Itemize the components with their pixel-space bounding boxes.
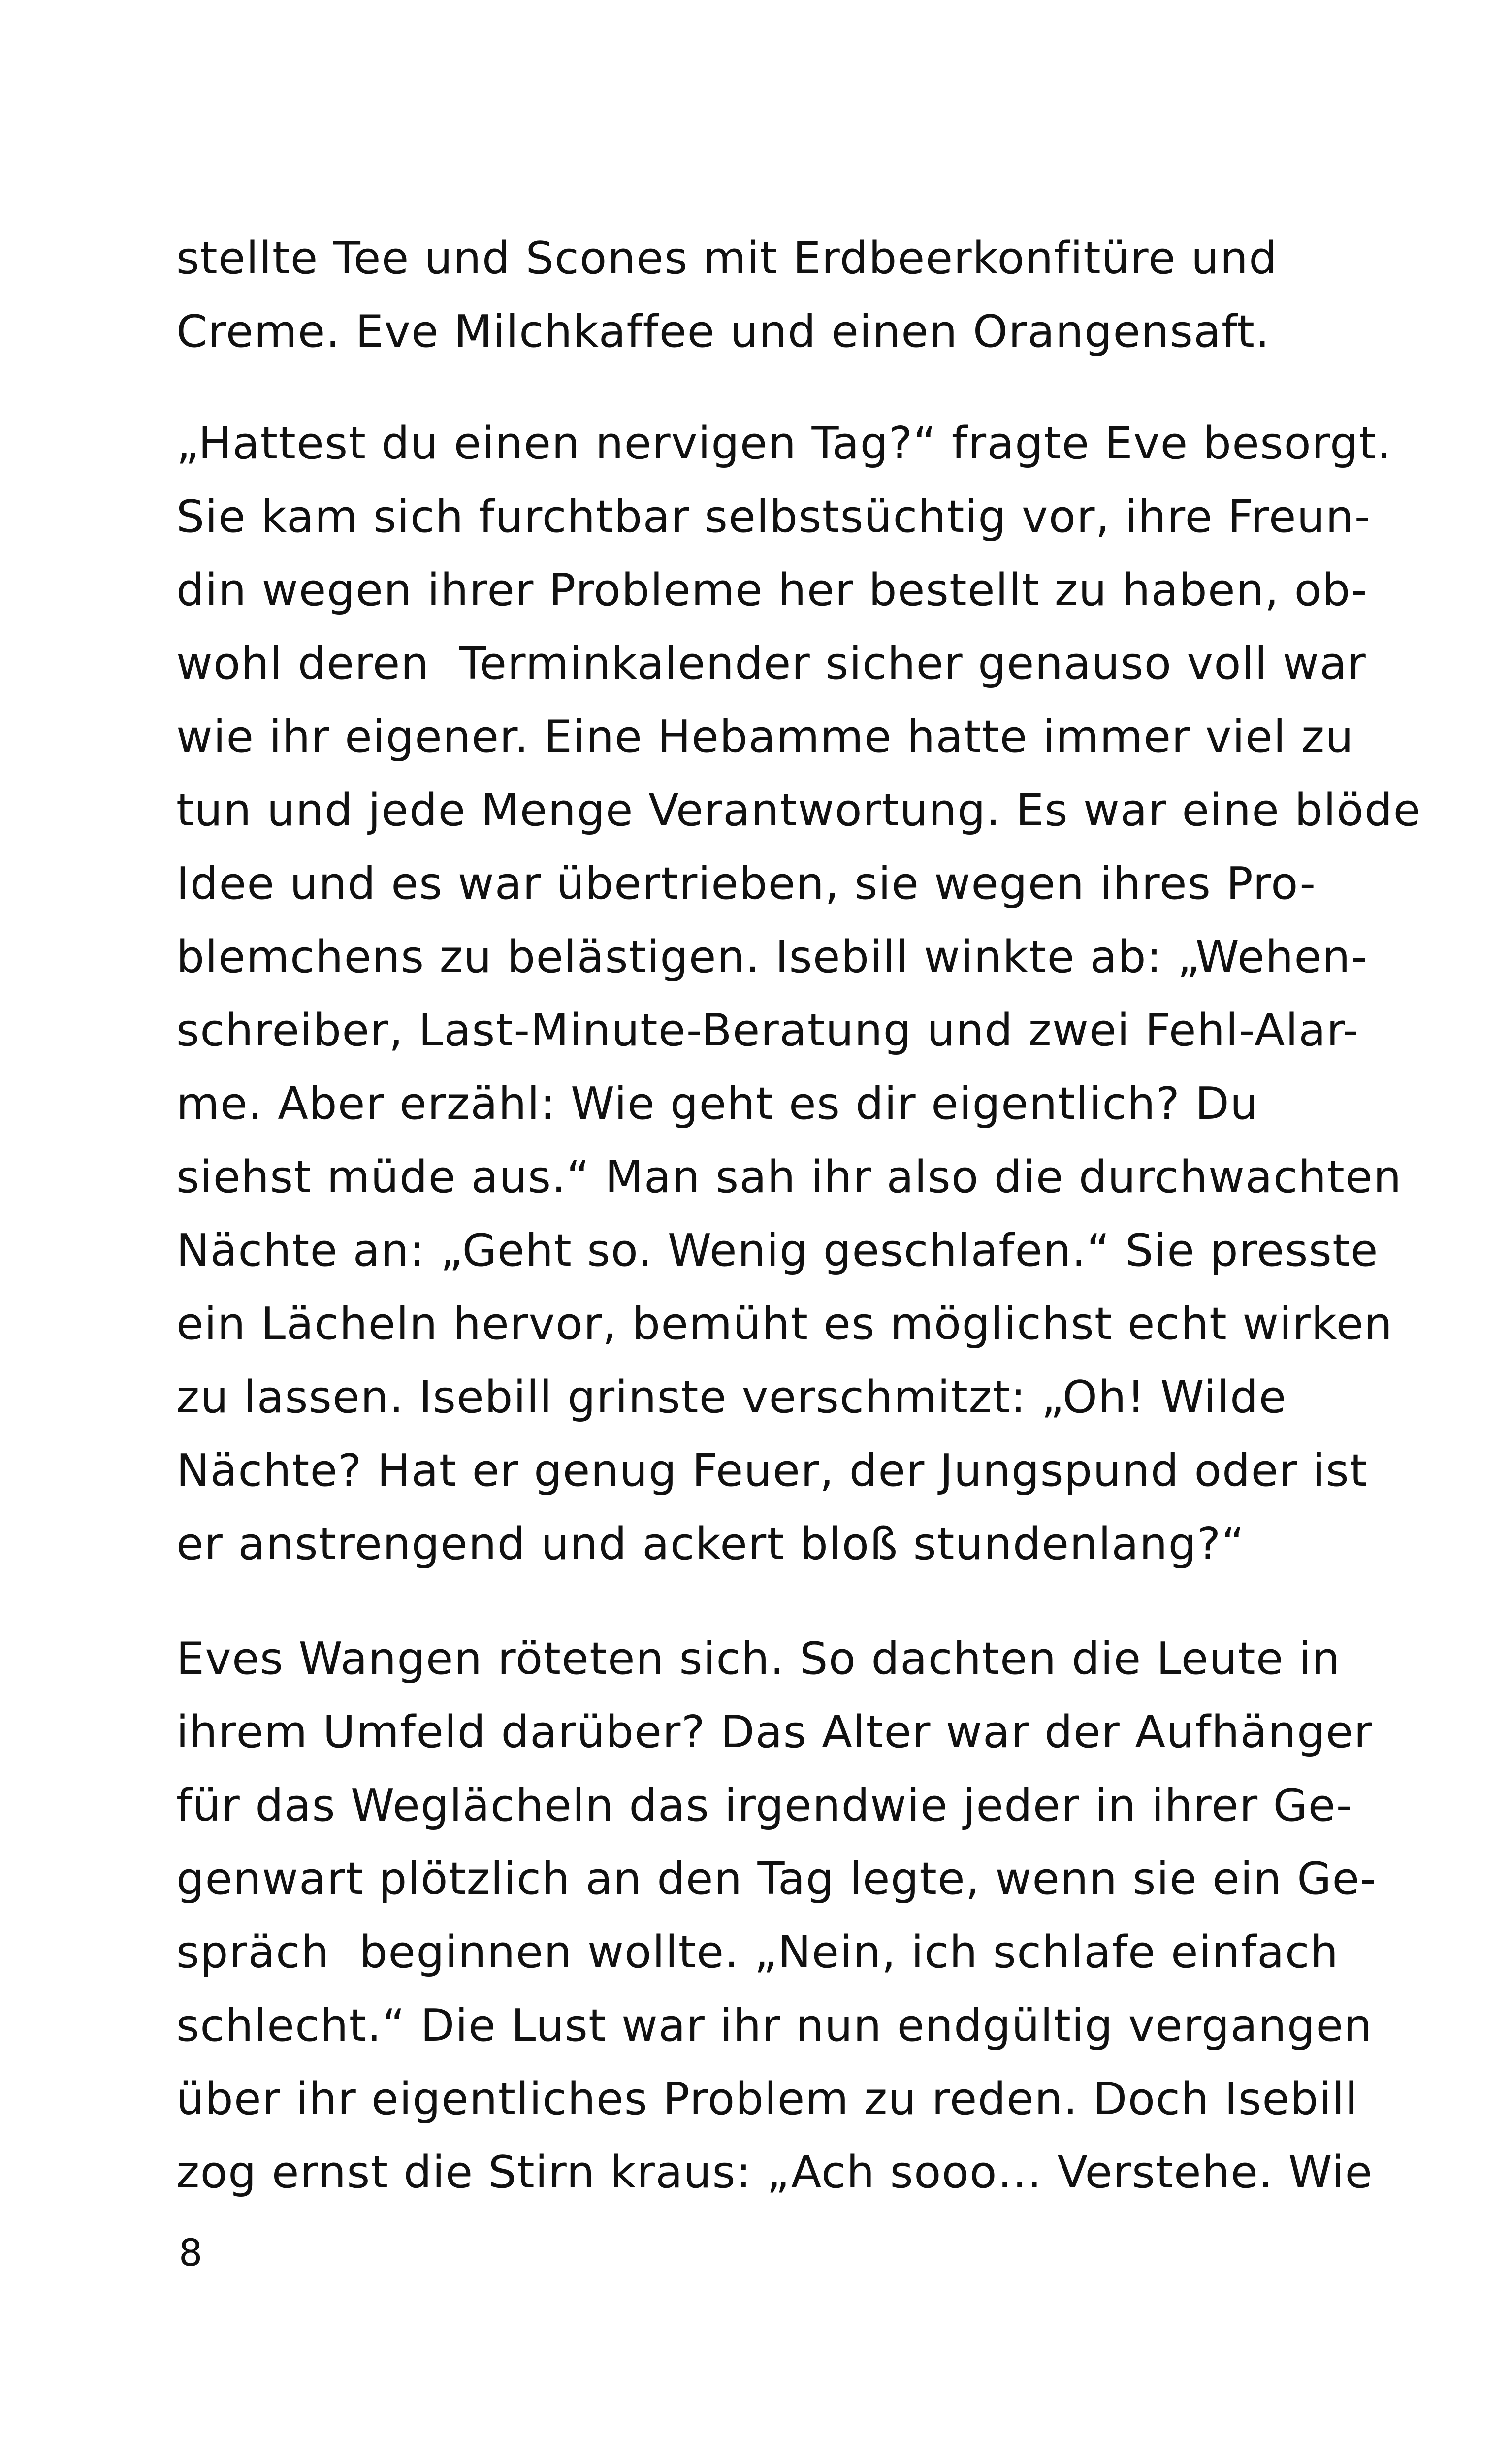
text-line: Nächte? Hat er genug Feuer, der Jungspund oder ist — [176, 1445, 1368, 1497]
text-line: ein Lächeln hervor, bemüht es möglichst echt wirken — [176, 1298, 1393, 1350]
text-line: für das Weglächeln das irgendwie jeder in ihrer Ge- — [176, 1780, 1353, 1831]
text-line: Sie kam sich furchtbar selbstsüchtig vor, ihre Freun- — [176, 491, 1371, 543]
text-line: stellte Tee und Scones mit Erdbeerkonfitüre und — [176, 232, 1278, 284]
text-line: schreiber, Last-Minute-Beratung und zwei Fehl-Alar- — [176, 1005, 1359, 1056]
text-line: spräch beginnen wollte. „Nein, ich schlafe einfach — [176, 1926, 1339, 1978]
text-line: blemchens zu belästigen. Isebill winkte ab: „Wehen- — [176, 931, 1368, 983]
text-line: zu lassen. Isebill grinste verschmitzt: „Oh! Wilde — [176, 1371, 1287, 1423]
text-line: tun und jede Menge Verantwortung. Es war eine blöde — [176, 784, 1421, 836]
text-line: me. Aber erzähl: Wie geht es dir eigentlich? Du — [176, 1078, 1259, 1130]
text-line: Eves Wangen röteten sich. So dachten die Leute in — [176, 1633, 1341, 1685]
text-line: din wegen ihrer Probleme her bestellt zu haben, ob- — [176, 564, 1368, 616]
text-line: „Hattest du einen nervigen Tag?“ fragte Eve besorgt. — [176, 418, 1392, 469]
paragraph-3 — [176, 1622, 1377, 2209]
text-line: genwart plötzlich an den Tag legte, wenn sie ein Ge- — [176, 1853, 1377, 1905]
text-line: er anstrengend und ackert bloß stundenlang?“ — [176, 1518, 1245, 1570]
text-line: wohl deren Terminkalender sicher genauso voll war — [176, 638, 1367, 689]
text-line: ihrem Umfeld darüber? Das Alter war der Aufhänger — [176, 1706, 1373, 1758]
page-number: 8 — [179, 2231, 203, 2275]
text-line: Nächte an: „Geht so. Wenig geschlafen.“ Sie presste — [176, 1225, 1379, 1276]
text-line: siehst müde aus.“ Man sah ihr also die durchwachten — [176, 1151, 1402, 1203]
paragraph-1 — [176, 222, 1358, 368]
text-line: wie ihr eigener. Eine Hebamme hatte immer viel zu — [176, 711, 1354, 763]
text-line: schlecht.“ Die Lust war ihr nun endgültig vergangen — [176, 2000, 1373, 2052]
text-line: Idee und es war übertrieben, sie wegen ihres Pro- — [176, 858, 1317, 910]
text-line: Creme. Eve Milchkaffee und einen Orangensaft. — [176, 306, 1270, 358]
paragraph-2 — [176, 407, 1421, 1581]
text-line: über ihr eigentliches Problem zu reden. Doch Isebill — [176, 2073, 1358, 2125]
text-line: zog ernst die Stirn kraus: „Ach sooo… Verstehe. Wie — [176, 2147, 1373, 2198]
